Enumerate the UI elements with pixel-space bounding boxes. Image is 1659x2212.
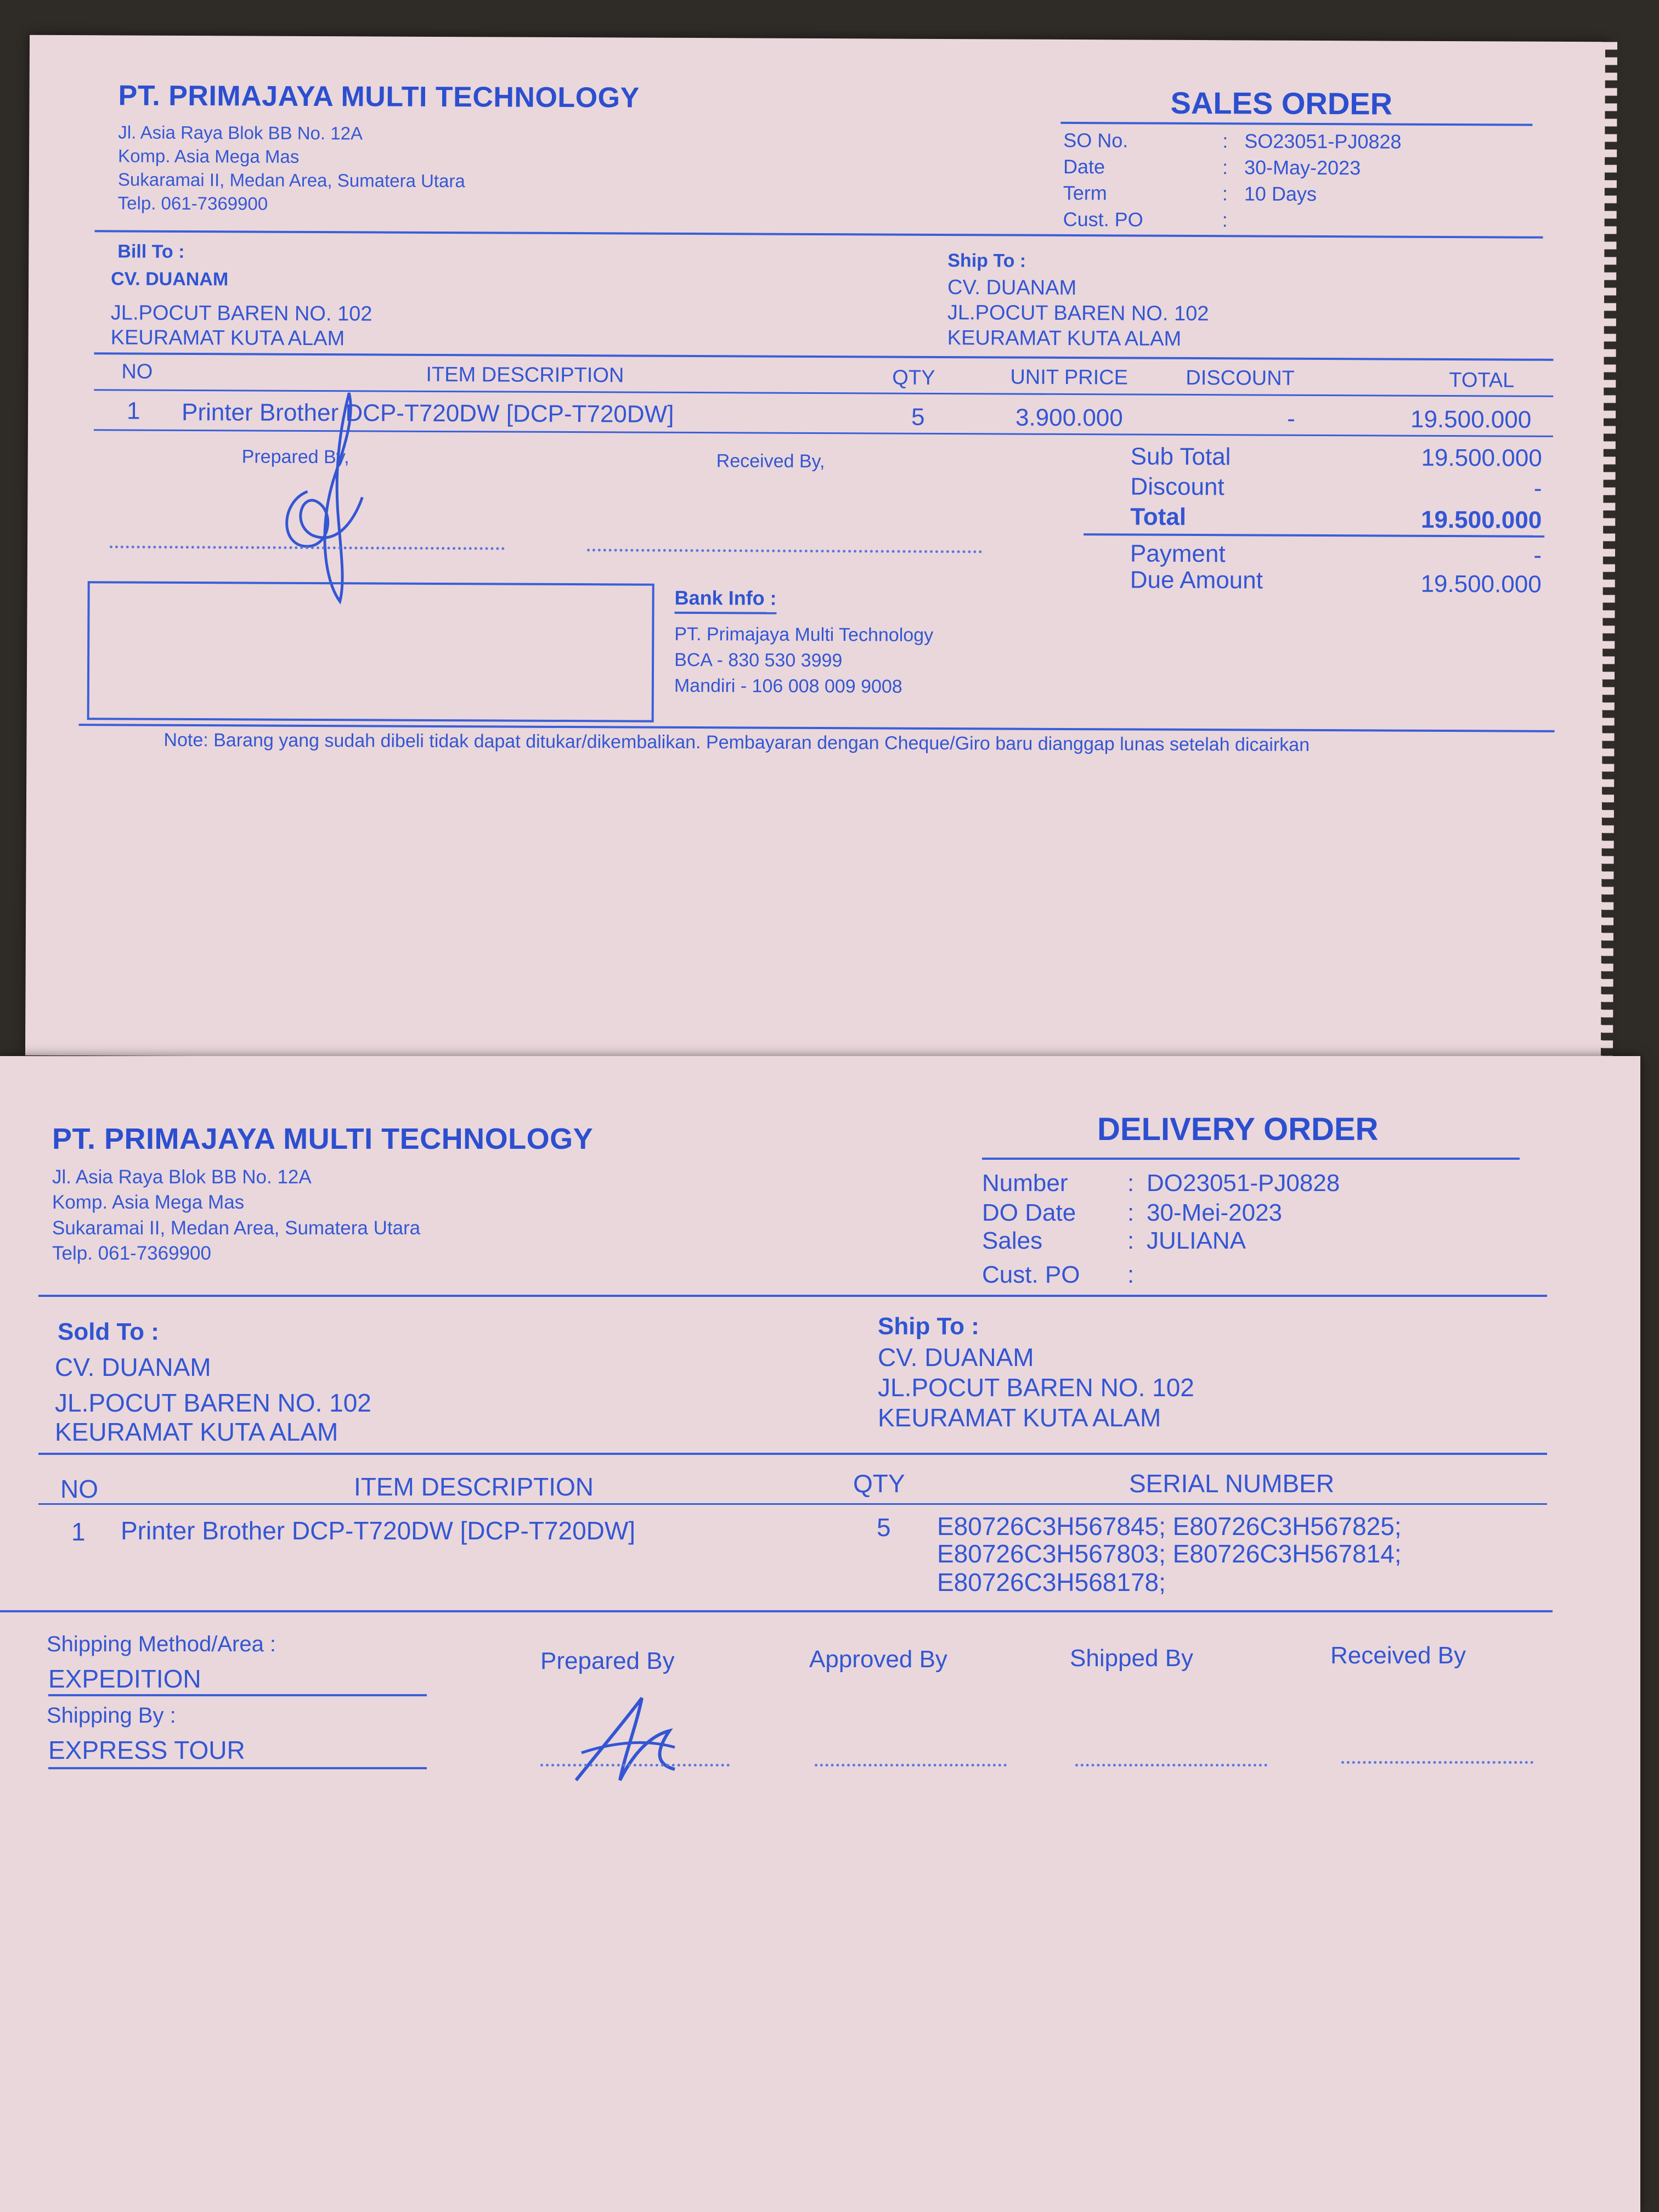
ship-to-address-2: KEURAMAT KUTA ALAM [947,326,1182,351]
shipping-method-value: EXPEDITION [48,1664,201,1693]
company-name: PT. PRIMAJAYA MULTI TECHNOLOGY [118,80,640,114]
col-header-total: TOTAL [1449,369,1515,392]
do-ship-to-label: Ship To : [878,1313,979,1340]
do-date-label: DO Date [982,1199,1076,1226]
do-sales-value: JULIANA [1147,1227,1246,1254]
do-serial-line-3: E80726C3H568178; [937,1568,1166,1596]
bill-to-name: CV. DUANAM [111,268,229,290]
do-received-by-label: Received By [1330,1642,1466,1669]
sold-to-address-2: KEURAMAT KUTA ALAM [55,1418,338,1446]
sales-order-sheet: PT. PRIMAJAYA MULTI TECHNOLOGY Jl. Asia Raya Blok BB No. 12A Komp. Asia Mega Mas Sukaramai II, Medan Area, Sumatera Utara Telp. 061-7369900 SALES ORDER SO No. : SO23051-PJ0828 Date : 30-May-2023 Term : 10 Days Cust. PO : Bill To : CV. DUANAM JL.POCUT BAREN NO. 102 KEURAMAT KUTA ALAM Ship To : CV. DUANAM JL.POCUT BAREN NO. 102 KEURAMAT KUTA ALAM NO ITEM DESCRIPTION QTY UNIT PRICE DISCOUNT TOTAL 1 Printer Brother DCP-T720DW [DCP-T720DW] 5 3.900.000 - 19.500.000 Prepared By, Received By, Sub Total 19.500.000 Discount - Total 19.500.000 Payment - Due Amount 19.500.000 Bank Info : PT. Primajaya Multi Technology BCA - 830 530 3999 Mandiri - 106 008 009 9008 Note: Barang yang sudah dibeli tidak dapat ditukar/dikembalikan. Pembayaran dengan Cheque/Giro baru dianggap lunas setelah dicairkan [25,35,1610,1063]
do-col-header-serial: SERIAL NUMBER [1129,1469,1335,1498]
do-col-header-qty: QTY [853,1469,905,1498]
cust-po-label: Cust. PO [1063,207,1143,231]
delivery-order-sheet: PT. PRIMAJAYA MULTI TECHNOLOGY Jl. Asia Raya Blok BB No. 12A Komp. Asia Mega Mas Sukaramai II, Medan Area, Sumatera Utara Telp. 061-7369900 DELIVERY ORDER Number : DO23051-PJ0828 DO Date : 30-Mei-2023 Sales : JULIANA Cust. PO : Sold To : CV. DUANAM JL.POCUT BAREN NO. 102 KEURAMAT KUTA ALAM Ship To : CV. DUANAM JL.POCUT BAREN NO. 102 KEURAMAT KUTA ALAM NO ITEM DESCRIPTION QTY SERIAL NUMBER 1 Printer Brother DCP-T720DW [DCP-T720DW] 5 E80726C3H567845; E80726C3H567825; E80726C3H567803; E80726C3H567814; E80726C3H568178; Shipping Method/Area : EXPEDITION Shipping By : EXPRESS TOUR Prepared By Approved By Shipped By Received By [0,1056,1640,2212]
total-value: 19.500.000 [1420,506,1542,534]
date-label: Date [1063,155,1105,178]
due-amount-value: 19.500.000 [1420,570,1542,598]
row-no: 1 [126,397,140,425]
do-serial-line-2: E80726C3H567803; E80726C3H567814; [937,1539,1402,1568]
bank-info-line-3: Mandiri - 106 008 009 9008 [674,675,902,697]
stamp-box [87,581,654,723]
discount-value: - [1533,475,1542,502]
bill-to-address-2: KEURAMAT KUTA ALAM [110,326,345,351]
total-label: Total [1130,503,1187,531]
sub-total-label: Sub Total [1130,443,1231,471]
payment-label: Payment [1130,540,1226,568]
do-row-no: 1 [71,1517,86,1546]
sold-to-address-1: JL.POCUT BAREN NO. 102 [55,1389,371,1417]
do-company-address-1: Jl. Asia Raya Blok BB No. 12A [52,1166,312,1188]
term-value: 10 Days [1244,182,1317,205]
company-address-2: Komp. Asia Mega Mas [118,145,300,167]
do-company-address-2: Komp. Asia Mega Mas [52,1192,245,1213]
shipping-method-label: Shipping Method/Area : [47,1632,276,1656]
do-number-label: Number [982,1170,1068,1197]
do-row-desc: Printer Brother DCP-T720DW [DCP-T720DW] [121,1516,636,1545]
col-header-no: NO [121,360,153,383]
so-no-label: SO No. [1063,128,1128,152]
do-serial-line-1: E80726C3H567845; E80726C3H567825; [937,1512,1402,1541]
ship-to-name: CV. DUANAM [947,276,1077,300]
so-no-value: SO23051-PJ0828 [1244,129,1402,153]
bank-info-line-1: PT. Primajaya Multi Technology [674,623,934,646]
row-total: 19.500.000 [1410,405,1532,433]
company-phone: Telp. 061-7369900 [117,193,268,214]
document-title: SALES ORDER [1170,85,1393,121]
prepared-by-label: Prepared By, [241,446,349,468]
do-number-value: DO23051-PJ0828 [1147,1170,1340,1197]
discount-label: Discount [1130,473,1224,501]
col-header-unit-price: UNIT PRICE [1010,365,1128,390]
do-ship-to-address-2: KEURAMAT KUTA ALAM [878,1403,1161,1432]
sold-to-label: Sold To : [58,1318,159,1345]
bank-info-label: Bank Info : [674,586,776,614]
perforated-edge [1601,42,1617,1062]
date-value: 30-May-2023 [1244,156,1361,179]
bank-info-line-2: BCA - 830 530 3999 [674,649,843,672]
ship-to-label: Ship To : [947,250,1026,272]
do-document-title: DELIVERY ORDER [1097,1111,1379,1147]
row-discount: - [1286,405,1295,432]
note-text: Note: Barang yang sudah dibeli tidak dapat ditukar/dikembalikan. Pembayaran dengan Cheque/Giro baru dianggap lunas setelah dicairkan [163,729,1310,755]
do-approved-by-label: Approved By [809,1646,947,1673]
received-by-label: Received By, [716,450,825,472]
do-col-header-no: NO [60,1475,98,1503]
term-label: Term [1063,181,1107,205]
sold-to-name: CV. DUANAM [55,1353,211,1381]
ship-to-address-1: JL.POCUT BAREN NO. 102 [947,301,1209,326]
sub-total-value: 19.500.000 [1421,444,1542,472]
do-company-phone: Telp. 061-7369900 [52,1243,211,1264]
do-date-value: 30-Mei-2023 [1147,1199,1283,1226]
do-ship-to-address-1: JL.POCUT BAREN NO. 102 [878,1373,1194,1402]
bill-to-label: Bill To : [117,241,185,262]
do-col-header-desc: ITEM DESCRIPTION [354,1472,594,1501]
do-row-qty: 5 [877,1513,891,1542]
do-shipped-by-label: Shipped By [1070,1645,1194,1672]
col-header-desc: ITEM DESCRIPTION [426,363,624,387]
payment-value: - [1533,541,1542,569]
do-sales-label: Sales [982,1227,1043,1254]
do-cust-po-label: Cust. PO [982,1261,1080,1288]
bill-to-address-1: JL.POCUT BAREN NO. 102 [110,301,373,326]
company-address-3: Sukaramai II, Medan Area, Sumatera Utara [117,169,465,191]
due-amount-label: Due Amount [1130,566,1263,594]
row-qty: 5 [911,403,925,431]
do-company-name: PT. PRIMAJAYA MULTI TECHNOLOGY [52,1122,594,1155]
shipping-by-label: Shipping By : [47,1703,176,1728]
col-header-discount: DISCOUNT [1186,366,1295,390]
do-ship-to-name: CV. DUANAM [878,1343,1034,1372]
row-desc: Printer Brother DCP-T720DW [DCP-T720DW] [181,398,674,428]
do-company-address-3: Sukaramai II, Medan Area, Sumatera Utara [52,1217,421,1239]
shipping-by-value: EXPRESS TOUR [48,1736,245,1764]
do-signature-image [565,1687,691,1791]
company-address-1: Jl. Asia Raya Blok BB No. 12A [118,122,363,144]
row-unit-price: 3.900.000 [1015,404,1123,432]
do-prepared-by-label: Prepared By [540,1647,675,1674]
col-header-qty: QTY [892,366,935,390]
signature-image [257,382,379,613]
